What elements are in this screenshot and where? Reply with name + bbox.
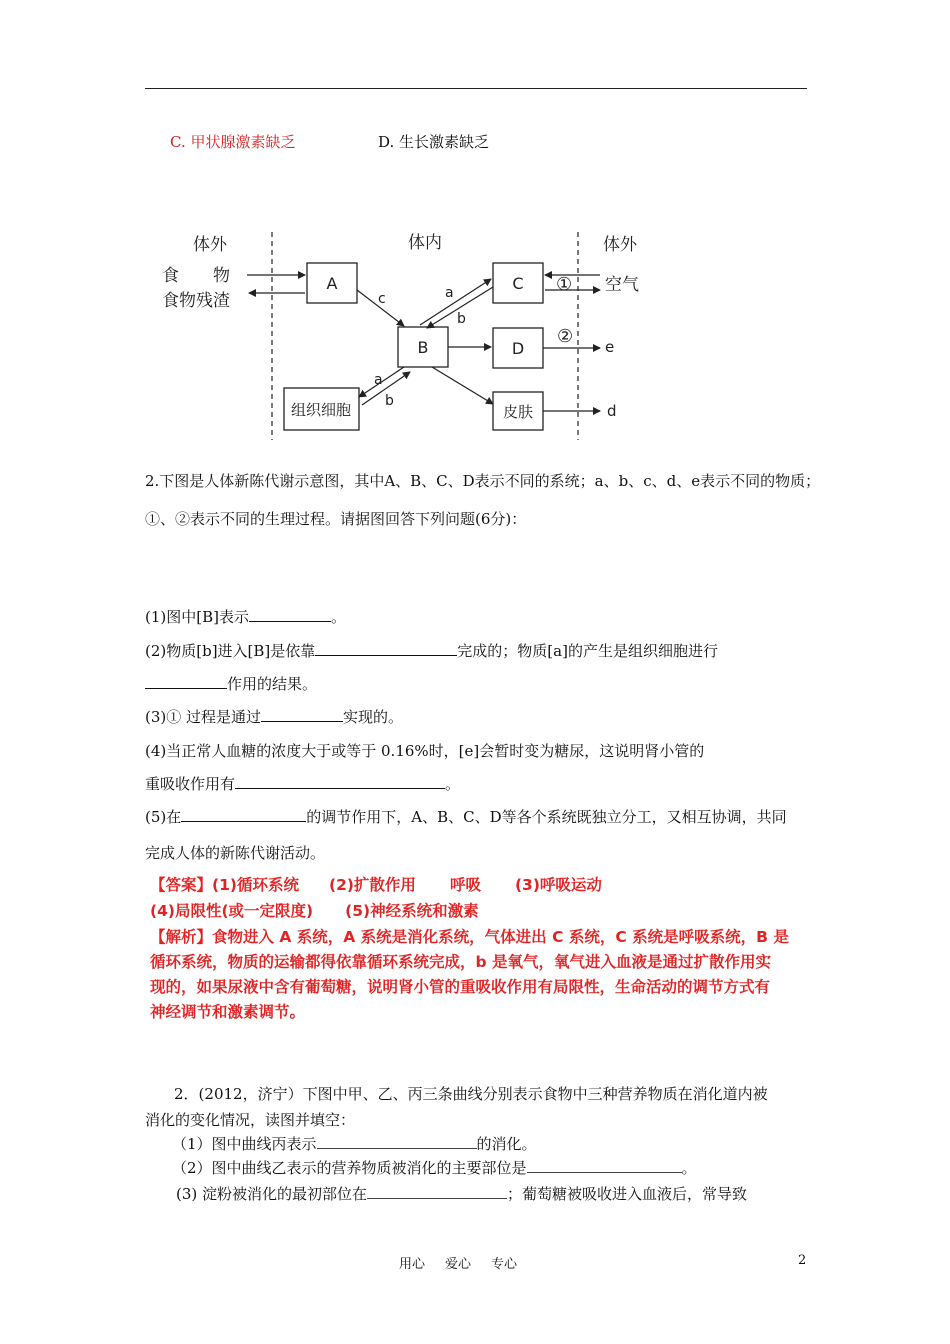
answer-2: (2)扩散作用 — [328, 876, 416, 894]
label-b-lower: b — [385, 393, 394, 409]
label-outside-left: 体外 — [193, 235, 227, 255]
answer-blank[interactable] — [527, 1158, 682, 1173]
header-rule — [145, 88, 807, 89]
box-a-label: A — [326, 274, 338, 293]
label-a-lower: a — [374, 372, 383, 388]
metabolism-diagram — [158, 225, 648, 445]
footer-slogan-1: 用心 — [399, 1257, 426, 1272]
label-air: 空气 — [605, 275, 639, 295]
q2-intro-line1: 2.下图是人体新陈代谢示意图，其中A、B、C、D表示不同的系统；a、b、c、d、e表示不同的物质； — [145, 472, 821, 490]
arrow-b-to-c — [420, 279, 491, 325]
analysis-line-1: 【解析】食物进入 A 系统，A 系统是消化系统，气体进出 C 系统，C 系统是呼吸系统，B 是 — [150, 928, 789, 946]
answer-2b: 呼吸 — [449, 876, 481, 894]
arrow-b-to-skin — [432, 367, 493, 404]
footer-slogan — [399, 1253, 517, 1272]
q2-item-5 — [145, 806, 787, 827]
q2-item-4-text: 重吸收作用有 — [145, 775, 236, 793]
q2-item-2-mid: 完成的；物质[a]的产生是组织细胞进行 — [457, 642, 718, 660]
footer-slogan-2: 爱心 — [445, 1257, 472, 1272]
label-process-1: ① — [556, 274, 573, 295]
box-tissue-label: 组织细胞 — [290, 401, 352, 419]
q2-item-1-text: (1)图中[B]表示 — [145, 608, 249, 626]
footer-slogan-3: 专心 — [491, 1257, 518, 1272]
q2-item-2-text: (2)物质[b]进入[B]是依靠 — [145, 642, 316, 660]
q3-item-1-text: （1）图中曲线丙表示 — [172, 1135, 317, 1153]
option-c: C. 甲状腺激素缺乏 — [170, 133, 296, 151]
q3-item-3 — [176, 1183, 747, 1204]
answer-blank[interactable] — [145, 674, 227, 689]
label-process-2: ② — [557, 326, 574, 347]
label-residue: 食物残渣 — [162, 291, 230, 311]
q2-item-4-line2 — [145, 773, 460, 794]
q2-item-4-end: 。 — [445, 775, 461, 793]
box-skin-label: 皮肤 — [502, 403, 534, 421]
q2-item-1 — [145, 606, 346, 627]
label-outside-right: 体外 — [603, 235, 637, 255]
q2-item-3-text: (3)① 过程是通过 — [145, 708, 262, 726]
q2-item-5-text: (5)在 — [145, 808, 182, 826]
q2-item-3 — [145, 706, 403, 727]
q2-item-4-line1: (4)当正常人血糖的浓度大于或等于 0.16%时，[e]会暂时变为糖尿，这说明肾小管的 — [145, 742, 705, 760]
option-d: D. 生长激素缺乏 — [378, 133, 490, 151]
analysis-line-3: 现的，如果尿液中含有葡萄糖，说明肾小管的重吸收作用有局限性，生命活动的调节方式有 — [150, 978, 771, 996]
label-e: e — [605, 338, 615, 356]
analysis-line-2: 循环系统，物质的运输都得依靠循环系统完成，b 是氧气，氧气进入血液是通过扩散作用实 — [150, 953, 771, 971]
box-d-label: D — [511, 339, 525, 358]
answer-blank[interactable] — [235, 774, 445, 789]
q2-item-5-line2: 完成人体的新陈代谢活动。 — [145, 844, 326, 862]
answer-blank[interactable] — [367, 1184, 507, 1199]
q3-item-3-end: ；葡萄糖被吸收进入血液后，常导致 — [507, 1185, 748, 1203]
q2-item-2 — [145, 640, 718, 661]
q3-item-1 — [172, 1133, 537, 1154]
answer-1: (1)循环系统 — [212, 876, 299, 894]
answer-blank[interactable] — [181, 807, 306, 822]
q2-item-2-end: 作用的结果。 — [227, 675, 318, 693]
label-food: 食 物 — [162, 266, 230, 286]
answer-line-1 — [150, 873, 602, 895]
label-c: c — [378, 291, 386, 307]
q3-item-2 — [172, 1157, 697, 1178]
q2-intro-line2: ①、②表示不同的生理过程。请据图回答下列问题(6分)： — [145, 510, 527, 528]
q2-item-2-cont — [145, 673, 317, 694]
answer-label: 【答案】 — [150, 876, 213, 894]
q2-item-5-mid: 的调节作用下，A、B、C、D等各个系统既独立分工，又相互协调，共同 — [306, 808, 787, 826]
analysis-line-4: 神经调节和激素调节。 — [150, 1003, 306, 1021]
q3-item-1-end: 的消化。 — [476, 1135, 537, 1153]
label-b-upper: b — [457, 311, 466, 327]
answer-4: (4)局限性(或一定限度) — [150, 902, 314, 920]
box-b-label: B — [417, 338, 429, 357]
q3-item-2-text: （2）图中曲线乙表示的营养物质被消化的主要部位是 — [172, 1159, 527, 1177]
answer-line-2 — [150, 899, 479, 921]
answer-blank[interactable] — [315, 641, 457, 656]
q2-item-1-end: 。 — [330, 608, 346, 626]
box-c-label: C — [512, 274, 524, 293]
q2-item-3-end: 实现的。 — [343, 708, 404, 726]
answer-blank[interactable] — [249, 607, 331, 622]
answer-3: (3)呼吸运动 — [514, 876, 602, 894]
answer-blank[interactable] — [317, 1134, 477, 1149]
answer-blank[interactable] — [261, 707, 343, 722]
label-a-upper: a — [445, 285, 454, 301]
answer-5: (5)神经系统和激素 — [345, 902, 479, 920]
q3-intro-line2: 消化的变化情况，读图并填空： — [145, 1111, 356, 1129]
label-inside: 体内 — [408, 233, 442, 253]
label-d: d — [607, 402, 617, 420]
q3-item-3-text: (3) 淀粉被消化的最初部位在 — [176, 1185, 368, 1203]
q3-intro-line1: 2．(2012，济宁）下图中甲、乙、丙三条曲线分别表示食物中三种营养物质在消化道内被 — [174, 1085, 768, 1103]
q3-item-2-end: 。 — [681, 1159, 697, 1177]
page-number: 2 — [798, 1253, 807, 1268]
